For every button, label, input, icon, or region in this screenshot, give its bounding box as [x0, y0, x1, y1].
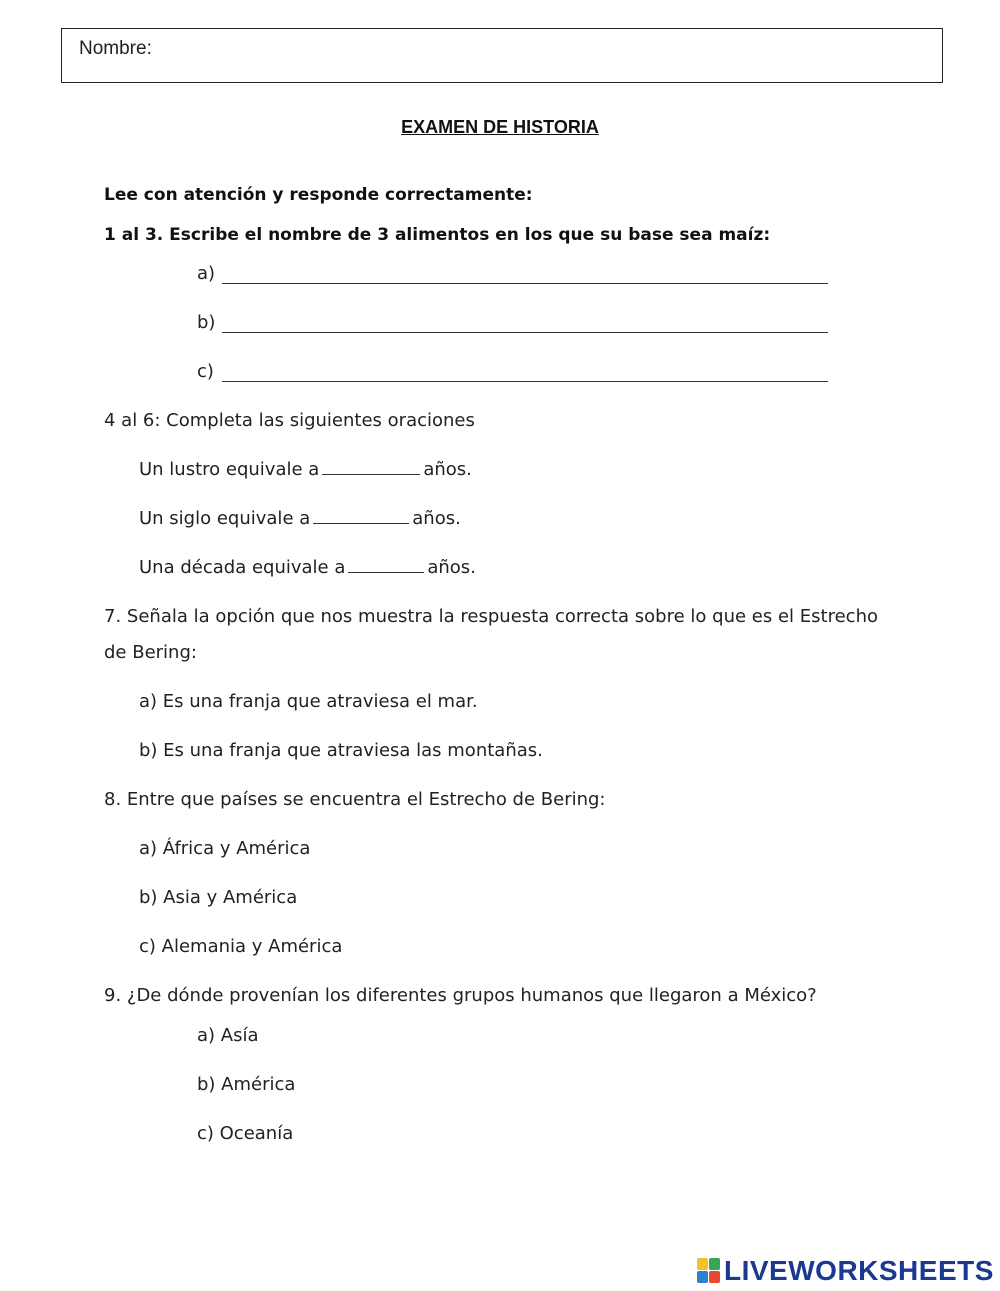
q4-6-sentence-3 — [139, 557, 476, 578]
q7-option-a[interactable]: a) Es una franja que atraviesa el mar. — [139, 691, 478, 712]
q4-6-prompt: 4 al 6: Completa las siguientes oraciones — [104, 410, 475, 431]
exam-title: EXAMEN DE HISTORIA — [401, 117, 599, 137]
q4-6-sentence-2 — [139, 508, 461, 529]
sentence-2-before: Un siglo equivale a — [139, 508, 311, 529]
q1-3-option-b-label: b) — [197, 312, 216, 333]
logo-block-2 — [709, 1258, 720, 1270]
q1-3-option-c-label: c) — [197, 361, 214, 382]
q1-3-answer-line-b[interactable] — [222, 332, 828, 333]
q7-option-b[interactable]: b) Es una franja que atraviesa las montañas. — [139, 740, 543, 761]
logo-blocks-icon — [697, 1258, 721, 1284]
q1-3-answer-line-a[interactable] — [222, 283, 828, 284]
q1-3-option-a-label: a) — [197, 263, 216, 284]
instructions: Lee con atención y responde correctamente: — [104, 185, 533, 205]
sentence-2-blank[interactable] — [313, 523, 409, 524]
name-label: Nombre: — [79, 38, 152, 59]
q9-prompt: 9. ¿De dónde provenían los diferentes grupos humanos que llegaron a México? — [104, 985, 817, 1006]
sentence-1-blank[interactable] — [322, 474, 420, 475]
sentence-3-blank[interactable] — [348, 572, 424, 573]
sentence-2-after: años. — [412, 508, 461, 529]
sentence-3-after: años. — [427, 557, 476, 578]
logo-block-1 — [697, 1258, 708, 1270]
q8-option-c[interactable]: c) Alemania y América — [139, 936, 343, 957]
q7-prompt: 7. Señala la opción que nos muestra la respuesta correcta sobre lo que es el Estrecho de Bering: — [104, 606, 878, 663]
logo-block-4 — [709, 1271, 720, 1283]
q8-option-a[interactable]: a) África y América — [139, 838, 311, 859]
q8-prompt: 8. Entre que países se encuentra el Estrecho de Bering: — [104, 789, 606, 810]
name-box — [61, 28, 943, 83]
q1-3-prompt: 1 al 3. Escribe el nombre de 3 alimentos en los que su base sea maíz: — [104, 225, 771, 245]
q9-option-a[interactable]: a) Asía — [197, 1025, 259, 1046]
logo-text: LIVEWORKSHEETS — [724, 1255, 994, 1286]
sentence-3-before: Una década equivale a — [139, 557, 346, 578]
q4-6-sentence-1 — [139, 459, 472, 480]
sentence-1-after: años. — [423, 459, 472, 480]
q8-option-b[interactable]: b) Asia y América — [139, 887, 298, 908]
sentence-1-before: Un lustro equivale a — [139, 459, 320, 480]
q9-option-b[interactable]: b) América — [197, 1074, 296, 1095]
q1-3-answer-line-c[interactable] — [222, 381, 828, 382]
q9-option-c[interactable]: c) Oceanía — [197, 1123, 294, 1144]
logo-block-3 — [697, 1271, 708, 1283]
